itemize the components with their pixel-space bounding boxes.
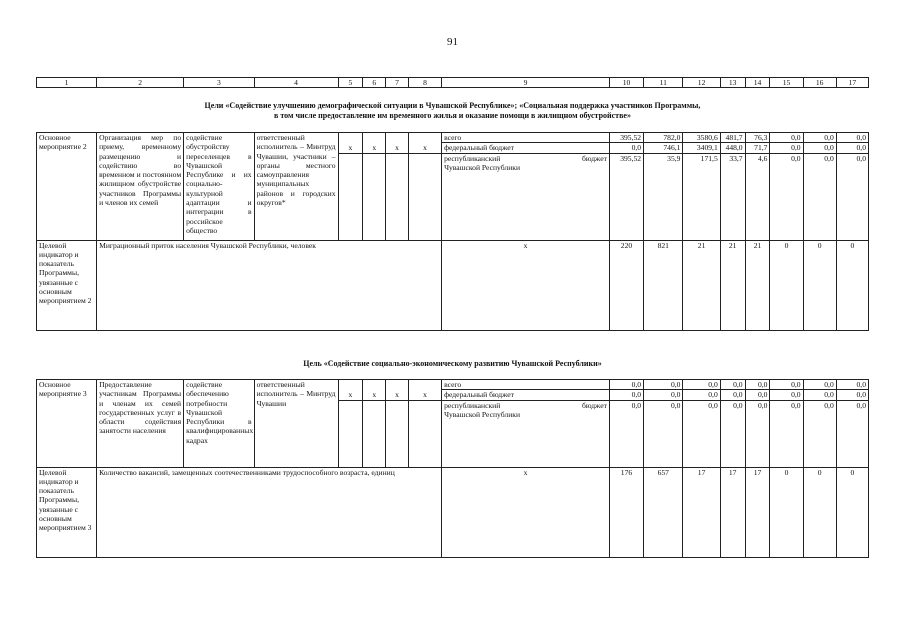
indicator-label: Целевой индикатор и показатель Программы, увязанные с основным мероприятием 2 (37, 240, 97, 330)
value-cell: 448,0 (720, 143, 745, 153)
value-cell: 0,0 (836, 153, 868, 240)
value-cell: 0,0 (836, 390, 868, 400)
column-number-header (36, 77, 869, 88)
code-cell: х (363, 390, 386, 400)
value-cell: 0,0 (803, 153, 836, 240)
column-number-cell: 16 (803, 78, 836, 88)
value-cell: 746,1 (644, 143, 683, 153)
measure-3-purpose: содействие обеспечению потребности Чувашской Республики в квалифицированных кадрах (184, 380, 254, 468)
indicator-value: 17 (745, 467, 770, 557)
indicator-value: 0 (836, 240, 868, 330)
indicator-value: 657 (644, 467, 683, 557)
indicator-value: 21 (720, 240, 745, 330)
funding-source-federal: федеральный бюджет (442, 143, 610, 153)
measure-2-name: Основное мероприятие 2 (37, 133, 97, 241)
goal-heading-2 (36, 359, 869, 369)
code-cell: х (408, 143, 441, 153)
value-cell: 3580,6 (683, 133, 720, 143)
measure-2-description: Организация мер по приему, временному размещению и содействию во временном и постоянном жилищном обустройстве участников Программы и членов их семей (97, 133, 184, 241)
value-cell: 0,0 (644, 400, 683, 467)
measure-3-table (36, 379, 869, 558)
column-number-cell: 17 (836, 78, 868, 88)
goal-heading-1-line1: Цели «Содействие улучшению демографической ситуации в Чувашской Республике»; «Социальная поддержка участников Программы, (204, 101, 701, 110)
indicator-value: 220 (609, 240, 643, 330)
indicator-value: 21 (745, 240, 770, 330)
value-cell: 0,0 (803, 133, 836, 143)
value-cell: 481,7 (720, 133, 745, 143)
column-number-cell: 5 (338, 78, 363, 88)
value-cell: 0,0 (745, 390, 770, 400)
indicator-value: 0 (836, 467, 868, 557)
column-number-cell: 8 (408, 78, 441, 88)
value-cell: 0,0 (803, 390, 836, 400)
value-cell: 3409,1 (683, 143, 720, 153)
value-cell: 395,52 (609, 133, 643, 143)
indicator-value: 821 (644, 240, 683, 330)
measure-2-table (36, 132, 869, 331)
indicator-text: Количество вакансий, замещенных соотечественниками трудоспособного возраста, единиц (97, 467, 442, 557)
value-cell: 0,0 (770, 143, 803, 153)
value-cell: 0,0 (803, 380, 836, 390)
indicator-label: Целевой индикатор и показатель Программы, увязанные с основным мероприятием 3 (37, 467, 97, 557)
funding-source-total: всего (442, 380, 610, 390)
value-cell: 0,0 (770, 390, 803, 400)
column-number-cell: 1 (37, 78, 97, 88)
indicator-value: 0 (803, 467, 836, 557)
value-cell: 0,0 (770, 380, 803, 390)
indicator-value: 17 (720, 467, 745, 557)
indicator-mark: х (442, 240, 610, 330)
value-cell: 0,0 (803, 143, 836, 153)
measure-3-executor: ответственный исполнитель – Минтруд Чувашии (254, 380, 338, 468)
value-cell: 0,0 (609, 380, 643, 390)
value-cell: 0,0 (720, 380, 745, 390)
code-cell: х (338, 390, 363, 400)
value-cell: 0,0 (770, 400, 803, 467)
indicator-mark: х (442, 467, 610, 557)
column-number-cell: 4 (254, 78, 338, 88)
value-cell: 0,0 (836, 143, 868, 153)
value-cell: 0,0 (644, 390, 683, 400)
column-number-cell: 6 (363, 78, 386, 88)
measure-3-description: Предоставление участникам Программы и членам их семей государственных услуг в области содействия занятости населения (97, 380, 184, 468)
measure-2-purpose: содействие обустройству переселенцев в Чувашской Республике и их социально-культурной адаптации и интеграции в российское общество (184, 133, 254, 241)
value-cell: 0,0 (683, 390, 720, 400)
value-cell: 0,0 (609, 390, 643, 400)
measure-2-executor: ответственный исполнитель – Минтруд Чувашии, участники – органы местного самоуправления муниципальных районов и городских округов* (254, 133, 338, 241)
indicator-value: 0 (770, 240, 803, 330)
value-cell: 33,7 (720, 153, 745, 240)
column-number-cell: 7 (386, 78, 409, 88)
indicator-value: 17 (683, 467, 720, 557)
column-number-cell: 13 (720, 78, 745, 88)
funding-source-federal: федеральный бюджет (442, 390, 610, 400)
goal-heading-2-line1: Цель «Содействие социально-экономическому развитию Чувашской Республики» (303, 359, 602, 368)
measure-3-name: Основное мероприятие 3 (37, 380, 97, 468)
value-cell: 0,0 (745, 400, 770, 467)
column-number-cell: 12 (683, 78, 720, 88)
column-number-cell: 10 (609, 78, 643, 88)
value-cell: 0,0 (836, 380, 868, 390)
value-cell: 0,0 (609, 400, 643, 467)
code-cell: х (386, 143, 409, 153)
funding-source-total: всего (442, 133, 610, 143)
value-cell: 4,6 (745, 153, 770, 240)
value-cell: 0,0 (836, 400, 868, 467)
indicator-value: 21 (683, 240, 720, 330)
funding-source-republican: республиканский бюджет Чувашской Республики (442, 400, 610, 467)
value-cell: 0,0 (803, 400, 836, 467)
value-cell: 0,0 (770, 153, 803, 240)
value-cell: 0,0 (683, 400, 720, 467)
goal-heading-1 (36, 101, 869, 120)
code-cell: х (363, 143, 386, 153)
column-number-cell: 14 (745, 78, 770, 88)
value-cell: 0,0 (609, 143, 643, 153)
indicator-text: Миграционный приток населения Чувашской Республики, человек (97, 240, 442, 330)
value-cell: 171,5 (683, 153, 720, 240)
value-cell: 782,0 (644, 133, 683, 143)
value-cell: 0,0 (720, 390, 745, 400)
indicator-value: 0 (803, 240, 836, 330)
column-number-cell: 11 (644, 78, 683, 88)
funding-source-republican: республиканский бюджет Чувашской Республики (442, 153, 610, 240)
column-number-cell: 15 (770, 78, 803, 88)
column-number-cell: 9 (442, 78, 610, 88)
value-cell: 0,0 (644, 380, 683, 390)
goal-heading-1-line2: в том числе предоставление им временного жилья и оказание помощи в жилищном обустройстве» (274, 110, 631, 120)
value-cell: 71,7 (745, 143, 770, 153)
value-cell: 0,0 (720, 400, 745, 467)
column-number-cell: 3 (184, 78, 254, 88)
value-cell: 0,0 (745, 380, 770, 390)
code-cell: х (386, 390, 409, 400)
value-cell: 395,52 (609, 153, 643, 240)
value-cell: 35,9 (644, 153, 683, 240)
value-cell: 0,0 (770, 133, 803, 143)
column-number-cell: 2 (97, 78, 184, 88)
value-cell: 0,0 (836, 133, 868, 143)
value-cell: 76,3 (745, 133, 770, 143)
indicator-value: 176 (609, 467, 643, 557)
value-cell: 0,0 (683, 380, 720, 390)
indicator-value: 0 (770, 467, 803, 557)
code-cell: х (338, 143, 363, 153)
page-number: 91 (447, 36, 458, 48)
code-cell: х (408, 390, 441, 400)
